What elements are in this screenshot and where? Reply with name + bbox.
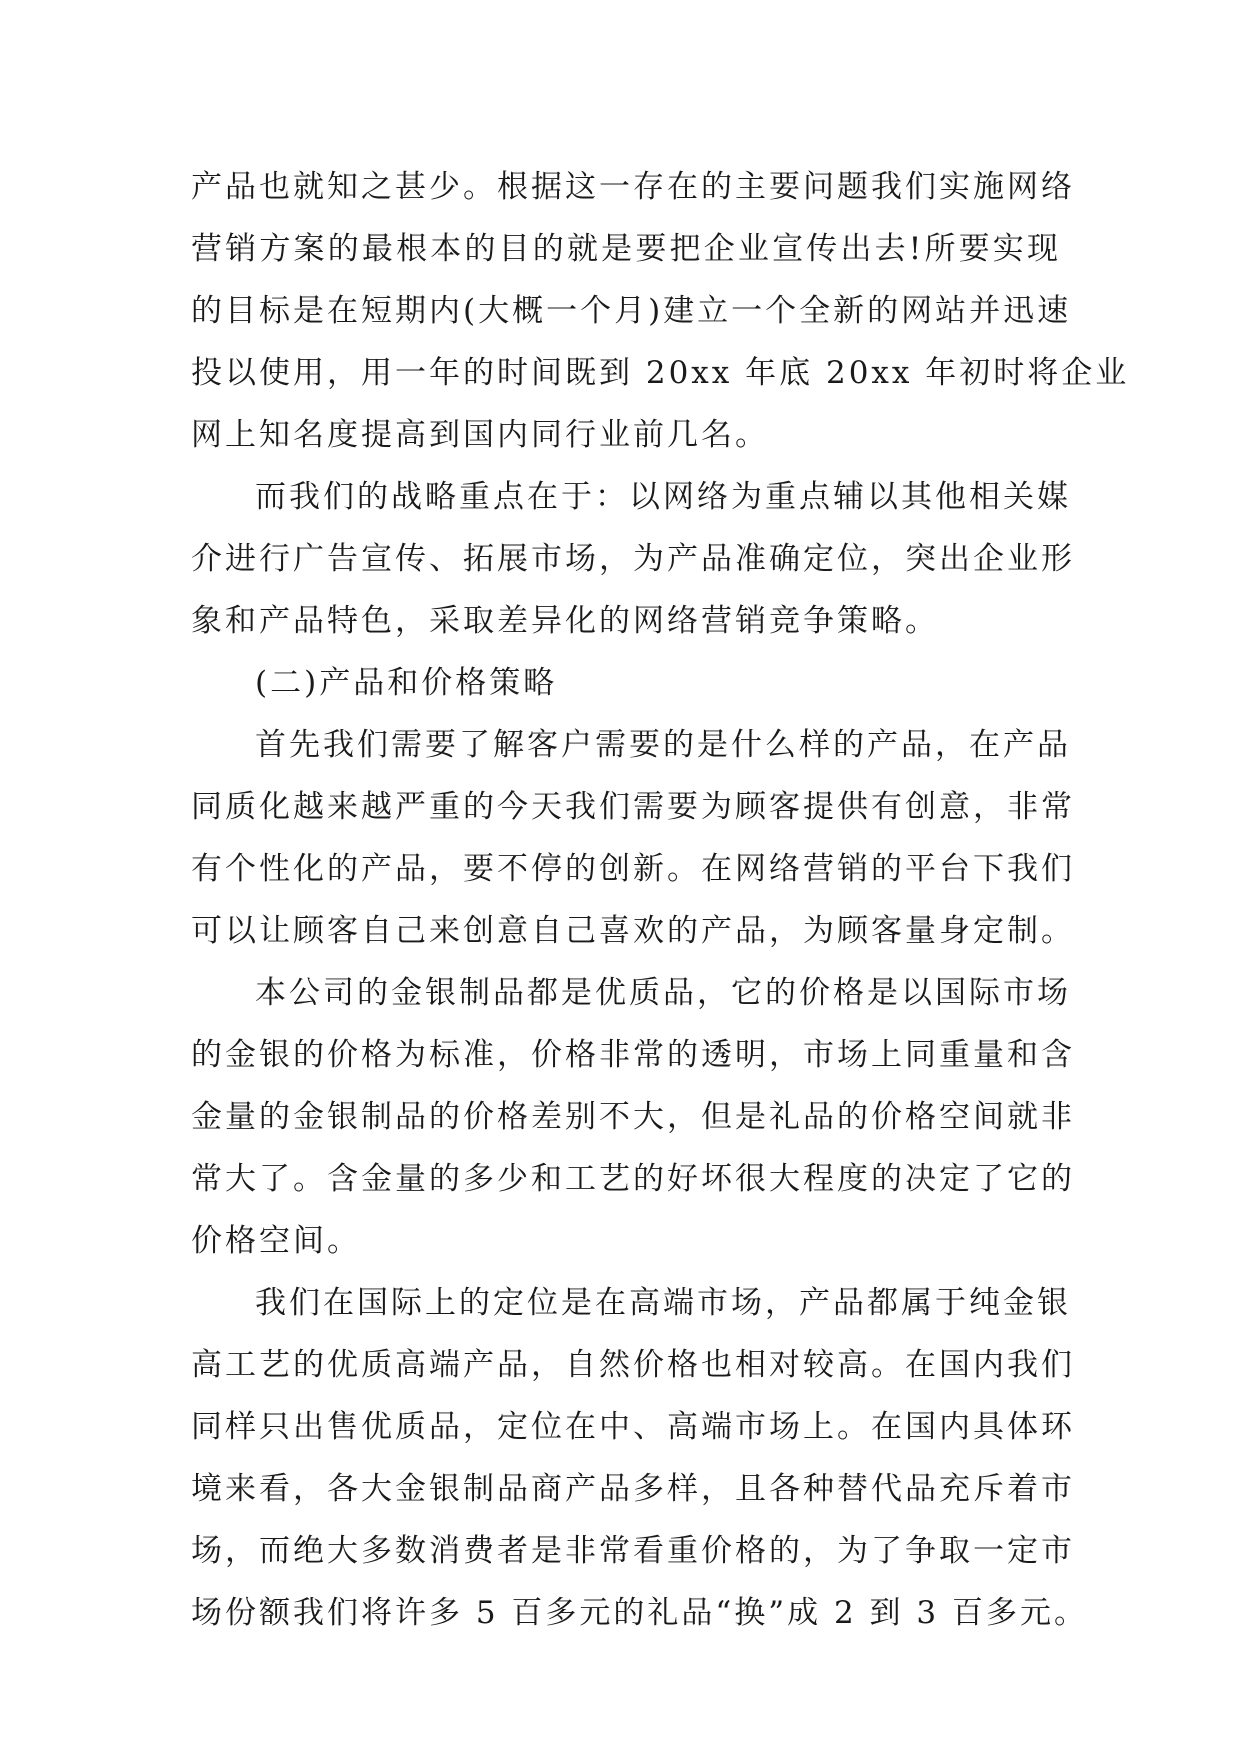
- text-line: 金量的金银制品的价格差别不大，但是礼品的价格空间就非: [191, 1099, 1075, 1135]
- paragraph-market-positioning: [191, 1272, 1088, 1644]
- text-line: 本公司的金银制品都是优质品，它的价格是以国际市场: [255, 975, 1071, 1011]
- text-line: 营销方案的最根本的目的就是要把企业宣传出去!所要实现: [191, 231, 1061, 267]
- paragraph-product-needs: [191, 714, 1075, 962]
- text-line: 象和产品特色，采取差异化的网络营销竞争策略。: [191, 603, 939, 639]
- text-line: 有个性化的产品，要不停的创新。在网络营销的平台下我们: [191, 851, 1075, 887]
- heading-text: (二)产品和价格策略: [255, 665, 558, 701]
- text-line: 同样只出售优质品，定位在中、高端市场上。在国内具体环: [191, 1409, 1075, 1445]
- paragraph-strategy-focus: [191, 466, 1075, 652]
- paragraph-pricing-basis: [191, 962, 1075, 1272]
- text-line: 可以让顾客自己来创意自己喜欢的产品，为顾客量身定制。: [191, 913, 1075, 949]
- text-line: 网上知名度提高到国内同行业前几名。: [191, 417, 769, 453]
- text-line: 价格空间。: [191, 1223, 361, 1259]
- text-line: 同质化越来越严重的今天我们需要为顾客提供有创意，非常: [191, 789, 1075, 825]
- text-line: 境来看，各大金银制品商产品多样，且各种替代品充斥着市: [191, 1471, 1075, 1507]
- text-line: 产品也就知之甚少。根据这一存在的主要问题我们实施网络: [191, 169, 1075, 205]
- text-line: 场，而绝大多数消费者是非常看重价格的，为了争取一定市: [191, 1533, 1075, 1569]
- text-line: 常大了。含金量的多少和工艺的好坏很大程度的决定了它的: [191, 1161, 1075, 1197]
- text-line: 首先我们需要了解客户需要的是什么样的产品，在产品: [255, 727, 1071, 763]
- text-line: 我们在国际上的定位是在高端市场，产品都属于纯金银: [255, 1285, 1071, 1321]
- text-line: 介进行广告宣传、拓展市场，为产品准确定位，突出企业形: [191, 541, 1075, 577]
- text-line: 而我们的战略重点在于：以网络为重点辅以其他相关媒: [255, 479, 1071, 515]
- text-line: 高工艺的优质高端产品，自然价格也相对较高。在国内我们: [191, 1347, 1075, 1383]
- text-line: 的目标是在短期内(大概一个月)建立一个全新的网站并迅速: [191, 293, 1072, 329]
- text-line: 投以使用，用一年的时间既到 20xx 年底 20xx 年初时将企业: [191, 355, 1130, 391]
- document-body: [191, 156, 1130, 1644]
- section-heading: [191, 652, 1061, 714]
- text-line: 场份额我们将许多 5 百多元的礼品“换”成 2 到 3 百多元。: [191, 1595, 1088, 1631]
- text-line: 的金银的价格为标准，价格非常的透明，市场上同重量和含: [191, 1037, 1075, 1073]
- paragraph-continuation: [191, 156, 1130, 466]
